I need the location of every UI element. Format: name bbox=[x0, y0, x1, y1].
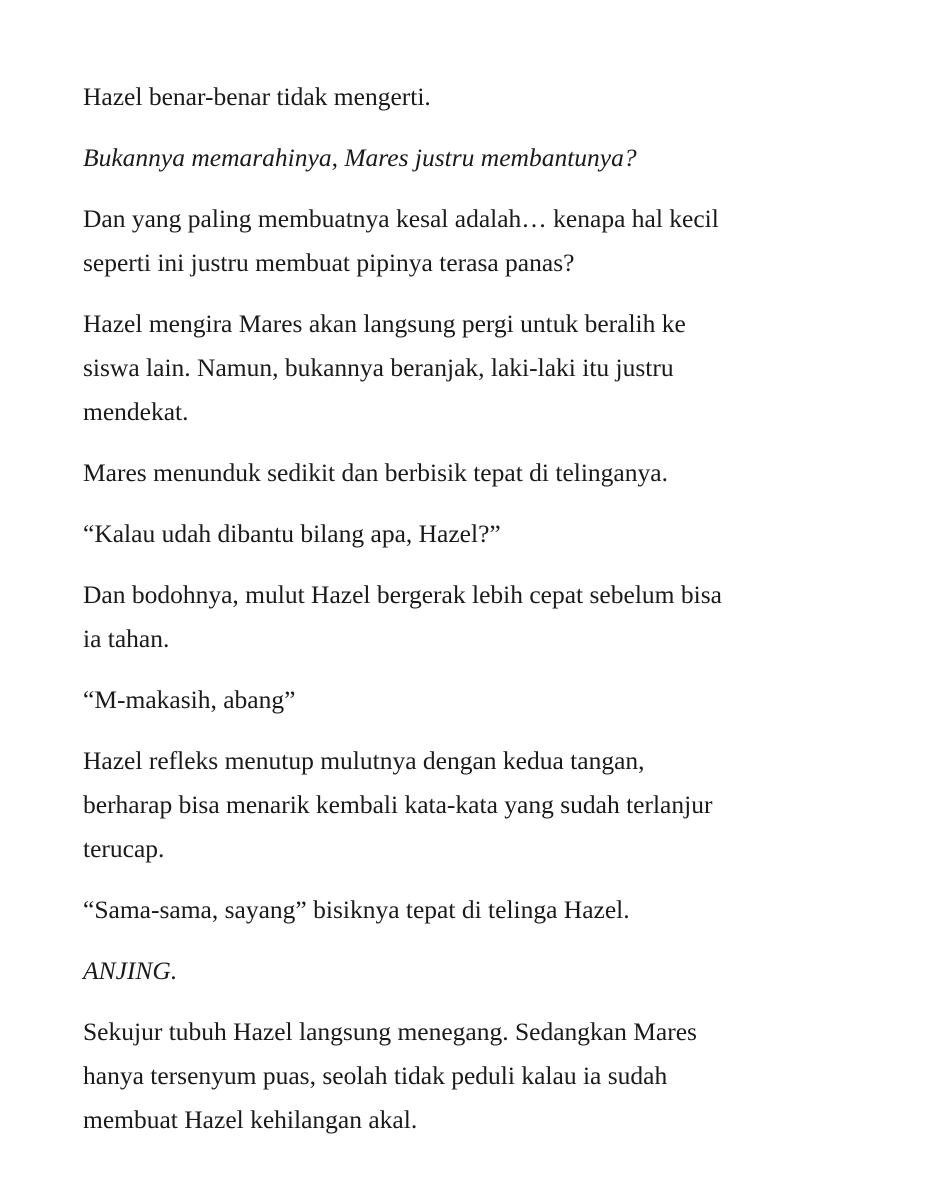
text-line: Mares menunduk sedikit dan berbisik tepat di telinganya. bbox=[83, 458, 668, 487]
paragraph-6 bbox=[83, 512, 883, 556]
text-line: ANJING. bbox=[83, 956, 178, 985]
text-line: berharap bisa menarik kembali kata-kata yang sudah terlanjur bbox=[83, 790, 713, 819]
text-line: “M-makasih, abang” bbox=[83, 685, 296, 714]
text-line: ia tahan. bbox=[83, 624, 170, 653]
text-line: “Sama-sama, sayang” bisiknya tepat di telinga Hazel. bbox=[83, 895, 630, 924]
text-line: Bukannya memarahinya, Mares justru membantunya? bbox=[83, 143, 637, 172]
text-line: “Kalau udah dibantu bilang apa, Hazel?” bbox=[83, 519, 501, 548]
text-line: hanya tersenyum puas, seolah tidak peduli kalau ia sudah bbox=[83, 1061, 668, 1090]
paragraph-4 bbox=[83, 302, 883, 434]
text-line: siswa lain. Namun, bukannya beranjak, laki-laki itu justru bbox=[83, 353, 674, 382]
text-line: seperti ini justru membuat pipinya terasa panas? bbox=[83, 248, 575, 277]
text-line: membuat Hazel kehilangan akal. bbox=[83, 1105, 418, 1134]
paragraph-9 bbox=[83, 739, 883, 871]
paragraph-3 bbox=[83, 197, 883, 285]
text-line: Sekujur tubuh Hazel langsung menegang. Sedangkan Mares bbox=[83, 1017, 697, 1046]
paragraph-11 bbox=[83, 949, 883, 993]
paragraph-10 bbox=[83, 888, 883, 932]
paragraph-5 bbox=[83, 451, 883, 495]
text-line: Hazel mengira Mares akan langsung pergi untuk beralih ke bbox=[83, 309, 686, 338]
paragraph-7 bbox=[83, 573, 883, 661]
paragraph-1 bbox=[83, 75, 883, 119]
text-line: Dan bodohnya, mulut Hazel bergerak lebih cepat sebelum bisa bbox=[83, 580, 722, 609]
text-line: Hazel benar-benar tidak mengerti. bbox=[83, 82, 431, 111]
text-line: mendekat. bbox=[83, 397, 189, 426]
paragraph-2 bbox=[83, 136, 883, 180]
text-line: Hazel refleks menutup mulutnya dengan kedua tangan, bbox=[83, 746, 645, 775]
paragraph-12 bbox=[83, 1010, 883, 1142]
paragraph-8 bbox=[83, 678, 883, 722]
text-line: Dan yang paling membuatnya kesal adalah… kenapa hal kecil bbox=[83, 204, 719, 233]
story-text bbox=[83, 75, 883, 1159]
text-line: terucap. bbox=[83, 834, 165, 863]
